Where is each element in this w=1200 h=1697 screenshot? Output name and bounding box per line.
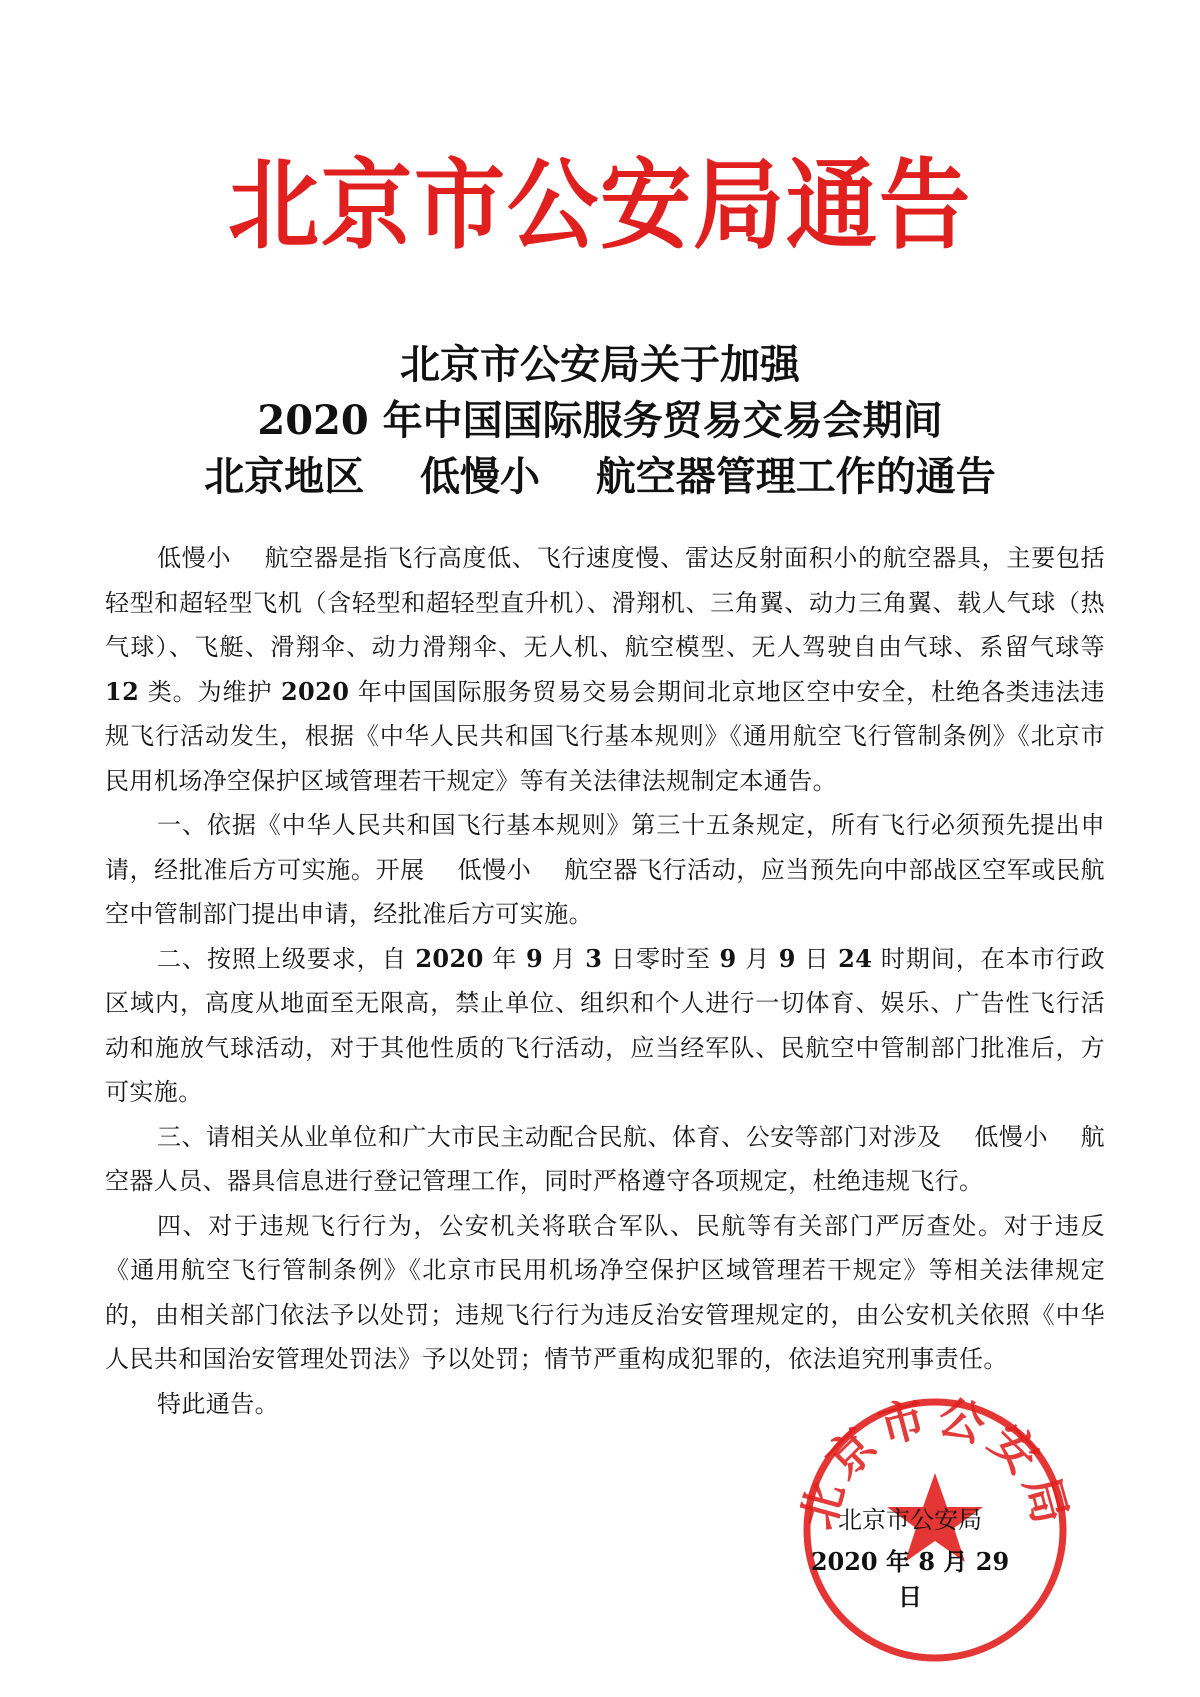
notice-masthead: 北京市公安局通告 — [227, 148, 972, 263]
item-2-start-day: 3 — [585, 943, 603, 973]
item-2-year: 2020 — [415, 943, 484, 973]
item-2-end-month: 9 — [719, 943, 737, 973]
notice-body — [105, 536, 1105, 1426]
item-3-paragraph: 三、请相关从业单位和广大市民主动配合民航、体育、公安等部门对涉及 低慢小 航空器人员、器具信息进行登记管理工作，同时严格遵守各项规定，杜绝违规飞行。 — [105, 1122, 1105, 1195]
intro-year: 2020 — [280, 676, 350, 706]
item-2-end-hour: 24 — [838, 943, 873, 973]
item-2-start-month: 9 — [525, 943, 544, 973]
item-2-text-7: 时期间，在本市行政区域内，高度从地面至无限高，禁止单位、组织和个人进行一切体育、娱乐、广告性飞行活动和施放气球活动，对于其他性质的飞行活动，应当经军队、民航空中管制部门批准后，方可实施。 — [105, 944, 1106, 1106]
intro-text-2: 类。为维护 — [147, 677, 273, 706]
intro-text-3: 年中国国际服务贸易交易会期间北京地区空中安全，杜绝各类违法违规飞行活动发生，根据《中华人民共和国飞行基本规则》《通用航空飞行管制条例》《北京市民用机场净空保护区域管理若干规定》等有关法律法规制定本通告。 — [105, 677, 1106, 795]
intro-text-1: 低慢小 航空器是指飞行高度低、飞行速度慢、雷达反射面积小的航空器具，主要包括轻型和超轻型飞机（含轻型和超轻型直升机）、滑翔机、三角翼、动力三角翼、载人气球（热气球）、飞艇、滑翔伞、动力滑翔伞、无人机、航空模型、无人驾驶自由气球、系留气球等 — [105, 544, 1105, 661]
title-line-1: 北京市公安局关于加强 — [400, 341, 800, 388]
item-2-text-1: 二、按照上级要求，自 — [157, 944, 407, 973]
title-line-3: 北京地区 低慢小 航空器管理工作的通告 — [204, 453, 996, 500]
intro-paragraph — [105, 536, 1105, 803]
intro-count: 12 — [105, 676, 140, 706]
signature-date: 2020 年 8 月 29 日 — [810, 1547, 1010, 1611]
signature-organization: 北京市公安局 — [838, 1506, 982, 1534]
title-line-2: 2020 年中国国际服务贸易交易会期间 — [257, 397, 943, 444]
item-2-text-2: 年 — [492, 944, 518, 973]
item-2-text-4: 日零时至 — [610, 944, 711, 973]
item-2-end-day: 9 — [778, 943, 796, 973]
item-1-paragraph: 一、依据《中华人民共和国飞行基本规则》第三十五条规定，所有飞行必须预先提出申请，经批准后方可实施。开展 低慢小 航空器飞行活动，应当预先向中部战区空军或民航空中管制部门提出申请，经批准后方可实施。 — [105, 811, 1105, 928]
document-title — [0, 337, 1200, 505]
item-2-text-5: 月 — [745, 944, 771, 973]
item-4-paragraph: 四、对于违规飞行行为，公安机关将联合军队、民航等有关部门严厉查处。对于违反《通用航空飞行管制条例》《北京市民用机场净空保护区域管理若干规定》等相关法律规定的，由相关部门依法予以处罚；违规飞行行为违反治安管理规定的，由公安机关依照《中华人民共和国治安管理处罚法》予以处罚；情节严重构成犯罪的，依法追究刑事责任。 — [105, 1211, 1105, 1373]
seal-text: 京市公安 — [815, 1395, 1055, 1489]
closing-paragraph: 特此通告。 — [157, 1389, 279, 1418]
item-2-text-3: 月 — [551, 944, 577, 973]
item-2-paragraph — [105, 937, 1105, 1115]
item-2-text-6: 日 — [804, 944, 830, 973]
